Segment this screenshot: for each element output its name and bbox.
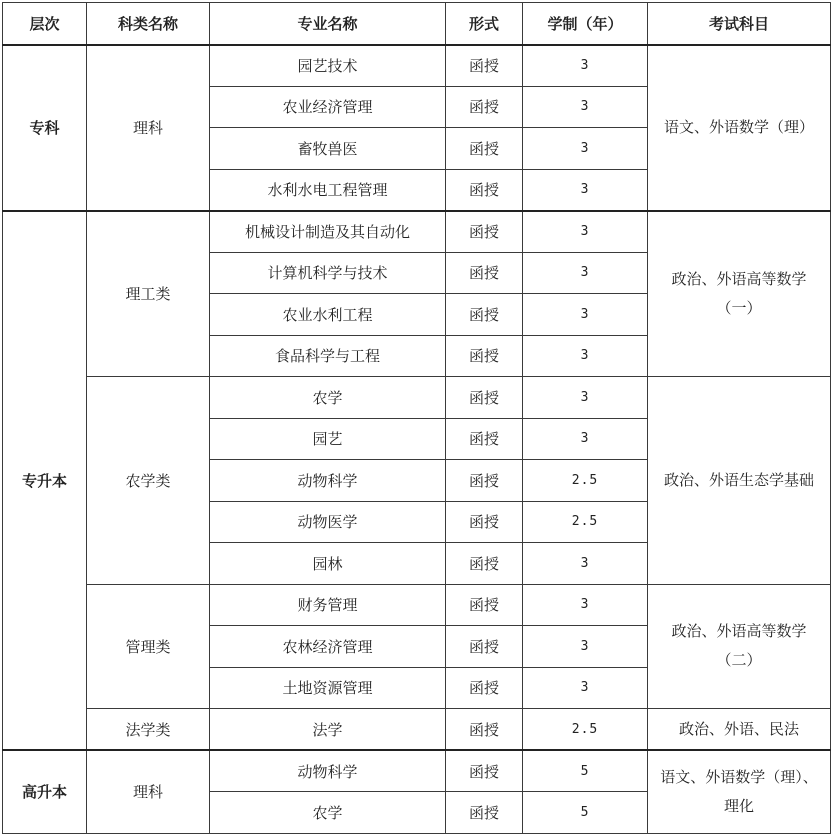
category-cell: 法学类 <box>87 709 210 751</box>
form-cell: 函授 <box>446 750 523 792</box>
form-cell: 函授 <box>446 667 523 709</box>
major-cell: 农学 <box>210 792 446 834</box>
header-form: 形式 <box>446 3 523 45</box>
duration-cell: 5 <box>523 792 648 834</box>
duration-cell: 3 <box>523 211 648 253</box>
level-cell: 专科 <box>3 45 87 211</box>
form-cell: 函授 <box>446 252 523 294</box>
major-cell: 动物医学 <box>210 501 446 543</box>
major-cell: 动物科学 <box>210 460 446 502</box>
duration-cell: 3 <box>523 252 648 294</box>
duration-cell: 2.5 <box>523 709 648 751</box>
duration-cell: 3 <box>523 418 648 460</box>
major-cell: 机械设计制造及其自动化 <box>210 211 446 253</box>
table-row <box>3 750 831 792</box>
enrollment-table <box>2 2 831 834</box>
exam-cell: 语文、外语数学（理） <box>648 45 831 211</box>
category-cell: 管理类 <box>87 584 210 709</box>
form-cell: 函授 <box>446 584 523 626</box>
form-cell: 函授 <box>446 377 523 419</box>
form-cell: 函授 <box>446 460 523 502</box>
duration-cell: 3 <box>523 128 648 170</box>
form-cell: 函授 <box>446 501 523 543</box>
major-cell: 农业经济管理 <box>210 86 446 128</box>
exam-cell: 语文、外语数学（理）、理化 <box>648 750 831 833</box>
duration-cell: 5 <box>523 750 648 792</box>
form-cell: 函授 <box>446 418 523 460</box>
major-cell: 园林 <box>210 543 446 585</box>
major-cell: 财务管理 <box>210 584 446 626</box>
form-cell: 函授 <box>446 169 523 211</box>
duration-cell: 3 <box>523 169 648 211</box>
major-cell: 园艺 <box>210 418 446 460</box>
table-row <box>3 45 831 87</box>
major-cell: 法学 <box>210 709 446 751</box>
level-cell: 专升本 <box>3 211 87 751</box>
exam-cell: 政治、外语生态学基础 <box>648 377 831 585</box>
header-level: 层次 <box>3 3 87 45</box>
duration-cell: 3 <box>523 45 648 87</box>
category-cell: 农学类 <box>87 377 210 585</box>
major-cell: 园艺技术 <box>210 45 446 87</box>
major-cell: 动物科学 <box>210 750 446 792</box>
header-major: 专业名称 <box>210 3 446 45</box>
duration-cell: 3 <box>523 377 648 419</box>
major-cell: 畜牧兽医 <box>210 128 446 170</box>
form-cell: 函授 <box>446 709 523 751</box>
major-cell: 计算机科学与技术 <box>210 252 446 294</box>
table-row <box>3 584 831 626</box>
category-cell: 理工类 <box>87 211 210 377</box>
major-cell: 农林经济管理 <box>210 626 446 668</box>
form-cell: 函授 <box>446 626 523 668</box>
major-cell: 水利水电工程管理 <box>210 169 446 211</box>
exam-cell: 政治、外语高等数学（二） <box>648 584 831 709</box>
header-duration: 学制（年） <box>523 3 648 45</box>
header-row <box>3 3 831 45</box>
header-exam: 考试科目 <box>648 3 831 45</box>
duration-cell: 3 <box>523 543 648 585</box>
category-cell: 理科 <box>87 45 210 211</box>
form-cell: 函授 <box>446 335 523 377</box>
level-cell: 高升本 <box>3 750 87 833</box>
form-cell: 函授 <box>446 211 523 253</box>
major-cell: 土地资源管理 <box>210 667 446 709</box>
form-cell: 函授 <box>446 792 523 834</box>
major-cell: 农学 <box>210 377 446 419</box>
form-cell: 函授 <box>446 294 523 336</box>
duration-cell: 3 <box>523 335 648 377</box>
duration-cell: 2.5 <box>523 501 648 543</box>
major-cell: 食品科学与工程 <box>210 335 446 377</box>
table-row <box>3 377 831 419</box>
duration-cell: 3 <box>523 86 648 128</box>
table-row <box>3 709 831 751</box>
form-cell: 函授 <box>446 86 523 128</box>
table-row <box>3 211 831 253</box>
exam-cell: 政治、外语高等数学（一） <box>648 211 831 377</box>
duration-cell: 3 <box>523 667 648 709</box>
major-cell: 农业水利工程 <box>210 294 446 336</box>
form-cell: 函授 <box>446 45 523 87</box>
duration-cell: 3 <box>523 584 648 626</box>
form-cell: 函授 <box>446 543 523 585</box>
category-cell: 理科 <box>87 750 210 833</box>
header-category: 科类名称 <box>87 3 210 45</box>
form-cell: 函授 <box>446 128 523 170</box>
duration-cell: 3 <box>523 626 648 668</box>
duration-cell: 3 <box>523 294 648 336</box>
exam-cell: 政治、外语、民法 <box>648 709 831 751</box>
duration-cell: 2.5 <box>523 460 648 502</box>
